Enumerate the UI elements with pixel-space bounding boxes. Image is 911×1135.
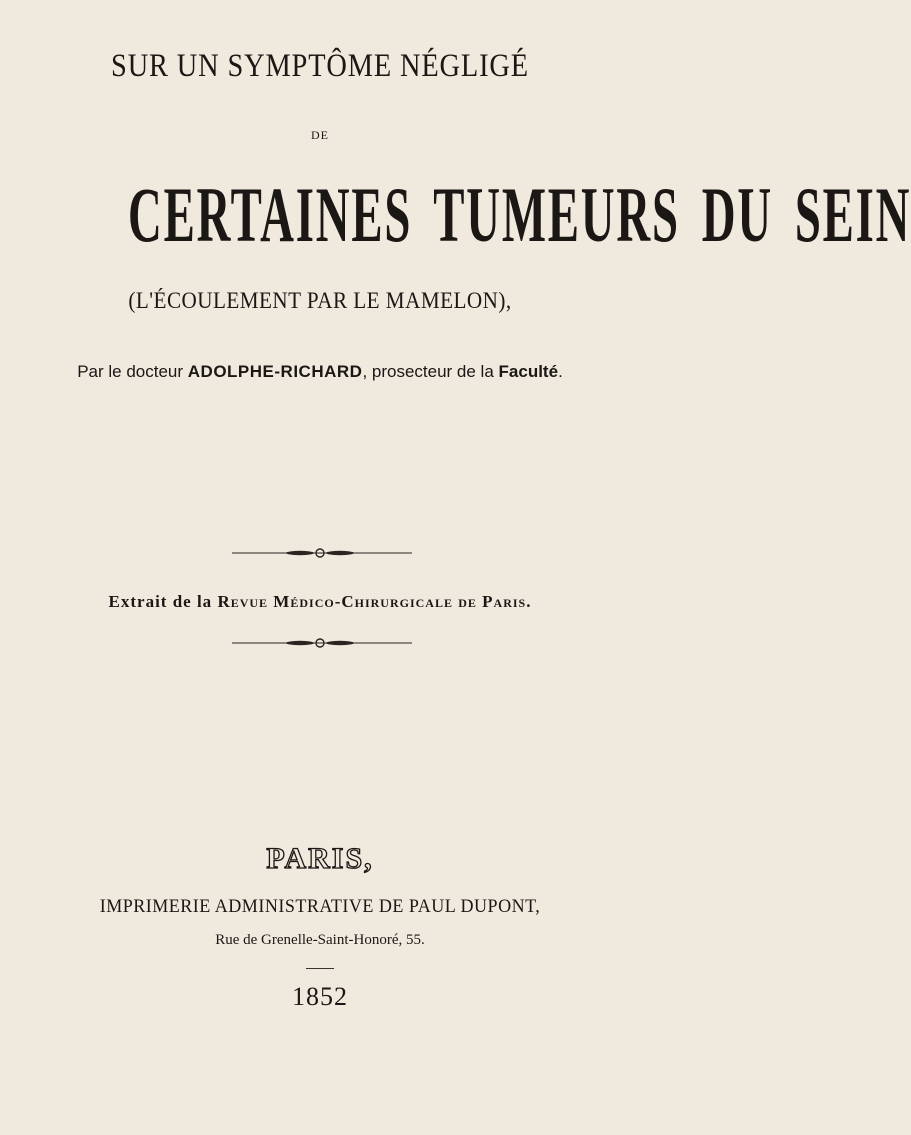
imprint-city: PARIS,	[266, 842, 374, 875]
title-top-line: SUR UN SYMPTÔME NÉGLIGÉ	[111, 48, 529, 84]
imprint-year: 1852	[292, 982, 348, 1011]
extract-end: .	[526, 592, 532, 611]
title-subtitle: (L'ÉCOULEMENT PAR LE MAMELON),	[128, 288, 512, 313]
imprint-address: Rue de Grenelle-Saint-Honoré, 55.	[215, 932, 425, 948]
ornament-rule-top	[0, 546, 640, 560]
author-role: , prosecteur de la	[362, 362, 494, 381]
imprint-printer: IMPRIMERIE ADMINISTRATIVE DE PAUL DUPONT,	[99, 896, 541, 917]
author-name: ADOLPHE-RICHARD	[187, 362, 363, 381]
ornament-rule-bottom	[0, 636, 640, 650]
journal-name: Revue Médico-Chirurgicale de Paris	[217, 592, 527, 611]
extract-line	[0, 592, 640, 612]
author-suffix: .	[558, 362, 563, 381]
author-prefix: Par le docteur	[77, 362, 184, 381]
title-main: CERTAINES TUMEURS DU SEIN	[128, 171, 911, 258]
author-faculty: Faculté	[498, 362, 559, 381]
short-divider	[306, 968, 334, 969]
extract-prefix: Extrait de la	[108, 592, 213, 611]
title-connector: DE	[311, 128, 329, 142]
author-line	[0, 362, 640, 382]
